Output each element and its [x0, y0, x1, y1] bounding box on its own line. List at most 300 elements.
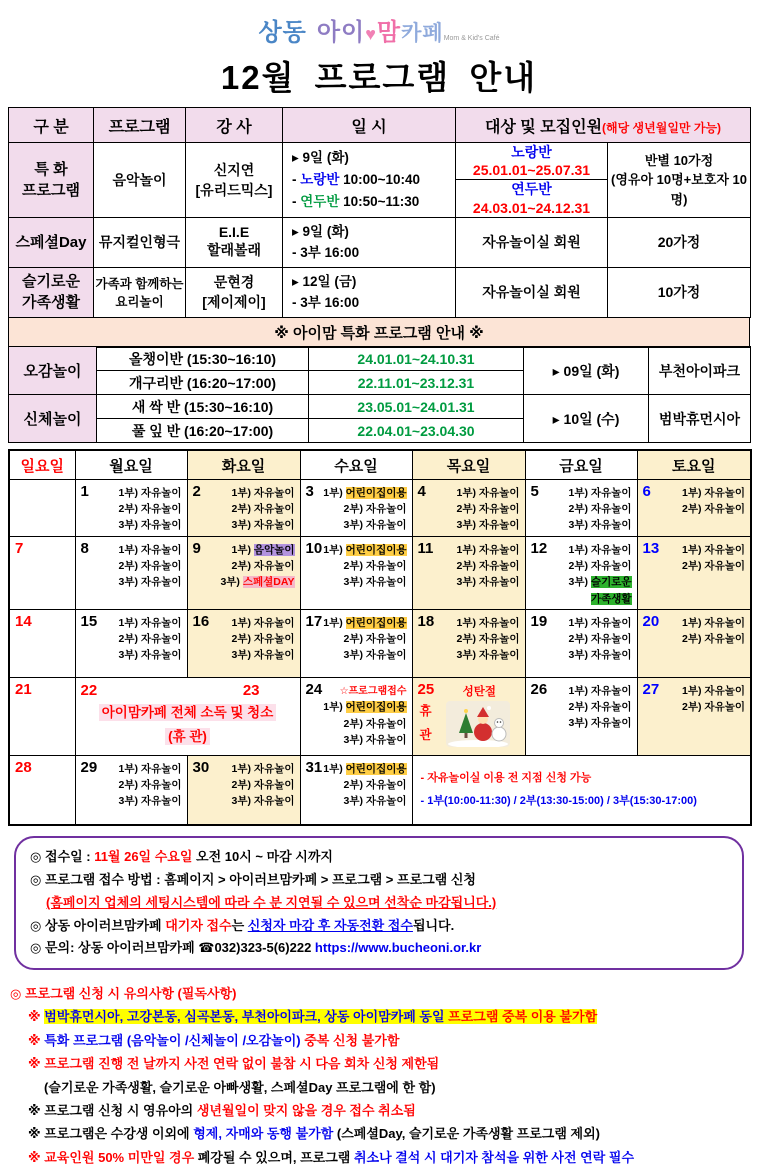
calendar-day-cell	[637, 609, 751, 677]
day-number: 3	[305, 482, 314, 500]
calendar-entry: 1부) 자유놀이	[456, 543, 520, 556]
logo-text-ai: 아이	[316, 19, 366, 46]
col-header-target	[456, 108, 751, 143]
calendar-day-cell	[9, 755, 75, 825]
calendar-entry: 3부) 자유놀이	[568, 649, 632, 662]
calendar-entry: 2부) 자유놀이	[118, 503, 182, 516]
note-line	[10, 1146, 748, 1169]
closed-label	[413, 700, 435, 748]
calendar-week-row	[9, 536, 751, 609]
text-segment: 연두반	[300, 193, 340, 209]
schedule-line: ▸ 9일 (화)	[292, 223, 349, 239]
calendar-entry: 2부) 자유놀이	[343, 633, 407, 646]
schedule-cell	[283, 143, 456, 218]
calendar-day-cell	[412, 677, 525, 755]
weekday-header: 수요일	[300, 450, 412, 479]
calendar-day-cell	[75, 536, 187, 609]
text-segment: - 자유놀이실 이용 전 지점 신청 가능	[420, 771, 592, 784]
calendar-day-cell	[300, 609, 412, 677]
calendar-day-cell	[412, 479, 525, 536]
text-segment: 생년월일이 맞지 않을 경우 접수 취소됨	[196, 1103, 416, 1119]
birthdate-range-cell: 22.04.01~23.04.30	[309, 419, 524, 443]
calendar-entry: 3부) 자유놀이	[343, 795, 407, 808]
calendar-entry: 3부) 자유놀이	[231, 795, 295, 808]
calendar-entry	[301, 699, 407, 715]
day-number: 23	[242, 681, 260, 699]
text-segment: ※	[28, 1009, 45, 1025]
text-segment: 음악놀이	[253, 543, 295, 556]
day-number: 15	[80, 612, 98, 630]
target-cell: 자유놀이실 회원	[456, 267, 608, 317]
text-segment: ※	[28, 1032, 45, 1048]
text-segment: 어린이집이용	[345, 762, 407, 775]
closure-note-line: 아이맘카페 전체 소독 및 청소	[99, 704, 277, 721]
day-number: 17	[305, 612, 323, 630]
target-cell: 자유놀이실 회원	[456, 217, 608, 267]
calendar-entry: 2부) 자유놀이	[231, 633, 295, 646]
calendar-entry	[301, 485, 407, 501]
program-line: 요리놀이	[115, 295, 164, 310]
day-number: 22	[80, 681, 98, 699]
note-line	[10, 1099, 748, 1122]
special-program-table	[8, 346, 751, 443]
calendar-entry: 1부) 자유놀이	[568, 486, 632, 499]
day-number: 14	[15, 612, 32, 630]
calendar-entry: 1부) 자유놀이	[456, 486, 520, 499]
class-name-cell: 올챙이반 (15:30~16:10)	[97, 347, 309, 371]
text-segment: 스페셜DAY	[242, 576, 295, 589]
calendar-day-cell	[525, 479, 637, 536]
calendar-day-cell	[75, 677, 300, 755]
text-segment: ☆프로그램접수	[339, 685, 407, 697]
calendar-entry	[188, 574, 295, 590]
group-name: 노랑반	[511, 144, 552, 160]
weekday-header: 월요일	[75, 450, 187, 479]
calendar-entry: 3부) 자유놀이	[343, 733, 407, 746]
calendar-entry: 1부) 자유놀이	[118, 762, 182, 775]
text-segment: ※	[28, 1149, 45, 1165]
info-line	[30, 915, 728, 938]
day-schedule	[188, 537, 300, 593]
calendar-entry: 1부) 자유놀이	[682, 684, 745, 697]
day-number: 18	[417, 612, 435, 630]
capacity-cell: 20가정	[608, 217, 751, 267]
calendar-entry: 2부) 자유놀이	[343, 717, 407, 730]
text-segment: 10:00~10:40	[339, 172, 421, 188]
closure-note	[76, 701, 300, 750]
schedule-line	[292, 147, 455, 169]
birthdate-range-cell: 24.01.01~24.10.31	[309, 347, 524, 371]
calendar-entry: 2부) 자유놀이	[568, 503, 632, 516]
category-cell: 신체놀이	[9, 395, 97, 443]
note-line	[10, 1052, 748, 1075]
calendar-day-cell	[187, 479, 300, 536]
calendar-entry: 1부) 자유놀이	[231, 762, 295, 775]
target-header-sub: (해당 생년월일만 가능)	[602, 120, 722, 135]
calendar-entry: 1부) 자유놀이	[682, 486, 745, 499]
calendar-entry	[421, 790, 747, 813]
calendar-entry: 3부) 자유놀이	[456, 519, 520, 532]
calendar-day-cell	[9, 479, 75, 536]
schedule-line	[292, 191, 455, 213]
table-row	[9, 395, 751, 419]
text-segment: ※ 프로그램 신청 시 영유아의	[28, 1103, 197, 1119]
calendar-day-cell	[9, 536, 75, 609]
day-number: 25	[417, 680, 435, 698]
text-segment: - 1부(10:00-11:30) / 2부(13:30-15:00) / 3부(15:30-17:00)	[420, 795, 697, 808]
calendar-entry: 2부) 자유놀이	[682, 560, 745, 573]
calendar-entry: 1부) 자유놀이	[682, 616, 745, 629]
instructor-name: 할래볼래	[206, 242, 262, 259]
calendar-header-row	[9, 450, 751, 479]
calendar-entry: 1부) 자유놀이	[231, 616, 295, 629]
calendar-entry: 1부) 자유놀이	[456, 616, 520, 629]
text-segment: ◎ 프로그램 신청 시 유의사항 (필독사항)	[10, 986, 237, 1002]
text-segment: 신청자 마감 후 자동전환 접수	[247, 917, 413, 933]
region-label: 상동	[258, 19, 307, 46]
text-segment: 중복 신청 불가함	[304, 1032, 400, 1048]
text-segment: 1부)	[323, 543, 346, 556]
calendar-day-cell	[300, 677, 412, 755]
day-schedule	[413, 480, 525, 536]
instructor-org: E.I.E	[218, 224, 250, 241]
capacity-cell	[608, 143, 751, 218]
table-row	[9, 267, 751, 317]
day-cell: ▸ 09일 (화)	[524, 347, 649, 395]
text-segment: 1부)	[323, 616, 346, 629]
day-number: 30	[192, 758, 210, 776]
calendar-day-cell	[187, 536, 300, 609]
day-number: 20	[642, 612, 660, 630]
calendar-entry: 2부) 자유놀이	[568, 633, 632, 646]
calendar-entry: 3부) 자유놀이	[456, 576, 520, 589]
instructor-org: [제이제이]	[202, 294, 266, 311]
day-number: 9	[192, 539, 201, 557]
calendar-day-cell	[637, 479, 751, 536]
text-segment: 가족생활	[590, 592, 632, 605]
text-segment: 슬기로운	[590, 576, 632, 589]
calendar-entry: 1부) 자유놀이	[118, 616, 182, 629]
calendar-entry: 2부) 자유놀이	[118, 560, 182, 573]
text-segment: 됩니다.	[412, 917, 455, 933]
calendar-entry: 1부) 자유놀이	[568, 684, 632, 697]
note-line	[10, 1076, 748, 1099]
calendar-entry: 2부) 자유놀이	[456, 503, 520, 516]
birthdate-range-cell: 23.05.01~24.01.31	[309, 395, 524, 419]
day-schedule	[301, 480, 412, 536]
instructor-name: 신지연	[213, 161, 255, 178]
calendar-day-cell	[75, 755, 187, 825]
program-cell	[94, 267, 186, 317]
text-segment: 어린이집이용	[345, 701, 407, 714]
calendar-day-cell	[525, 609, 637, 677]
col-header-datetime: 일 시	[283, 108, 456, 143]
day-number: 8	[80, 539, 89, 557]
group-name: 연두반	[511, 181, 552, 198]
closure-day-numbers	[76, 678, 300, 699]
day-number: 29	[80, 758, 98, 776]
text-segment: 특화 프로그램 (음악놀이 /신체놀이 /오감놀이)	[44, 1032, 301, 1048]
note-line	[10, 1122, 748, 1145]
calendar-entry: 3부) 자유놀이	[568, 519, 632, 532]
day-number: 5	[530, 482, 539, 500]
weekday-header: 금요일	[525, 450, 637, 479]
calendar-entry: 3부) 자유놀이	[343, 649, 407, 662]
col-header-instructor: 강 사	[186, 108, 283, 143]
category-cell	[9, 143, 94, 218]
text-segment: 는	[231, 917, 248, 933]
calendar-day-cell	[412, 755, 751, 825]
text-segment: ▸ 9일 (화)	[292, 150, 349, 166]
category-cell: 오감놀이	[9, 347, 97, 395]
weekday-header: 화요일	[187, 450, 300, 479]
calendar-entry: 2부) 자유놀이	[682, 633, 745, 646]
weekday-header: 토요일	[637, 450, 751, 479]
weekday-header: 일요일	[9, 450, 75, 479]
day-number: 4	[417, 482, 426, 500]
heart-icon: ♥	[365, 24, 377, 44]
group-cell	[456, 143, 608, 180]
calendar-entry	[526, 591, 632, 607]
location-cell: 범박휴먼시아	[649, 395, 751, 443]
calendar-entry: 2부) 자유놀이	[231, 560, 295, 573]
calendar-entry: 3부) 자유놀이	[118, 519, 182, 532]
text-segment: 프로그램 진행 전 날까지 사전 연락 없이 불참 시 다음 회차 신청 제한됨	[44, 1056, 440, 1072]
calendar-entry: 2부) 자유놀이	[343, 779, 407, 792]
location-cell: 부천아이파크	[649, 347, 751, 395]
calendar-entry: 1부) 자유놀이	[118, 543, 182, 556]
text-segment: ◎ 문의: 상동 아이러브맘카페 ☎032)323-5(6)222	[30, 940, 315, 956]
instructor-cell	[186, 267, 283, 317]
calendar-entry: 3부) 자유놀이	[456, 649, 520, 662]
schedule-line: - 3부 16:00	[292, 245, 360, 261]
day-schedule	[76, 537, 187, 593]
text-segment: -	[292, 193, 301, 209]
table-row	[9, 143, 751, 180]
text-segment: -	[292, 172, 301, 188]
schedule-cell	[283, 217, 456, 267]
calendar-day-cell	[187, 755, 300, 825]
closed-label-char: 휴	[419, 704, 432, 719]
day-number: 19	[530, 612, 548, 630]
group-dates: 24.03.01~24.12.31	[472, 199, 591, 216]
calendar-day-cell	[75, 609, 187, 677]
schedule-cell	[283, 267, 456, 317]
calendar-entry: 1부) 자유놀이	[682, 543, 745, 556]
class-name-cell: 풀 잎 반 (16:20~17:00)	[97, 419, 309, 443]
calendar-entry: 1부) 자유놀이	[568, 616, 632, 629]
group-cell	[456, 180, 608, 217]
calendar-entry	[526, 574, 632, 590]
calendar-day-cell	[300, 755, 412, 825]
text-segment: 취소나 결석 시 대기자 참석을 위한 사전 연락 필수	[353, 1149, 635, 1165]
calendar-day-cell	[9, 609, 75, 677]
calendar-day-cell	[525, 536, 637, 609]
day-schedule	[526, 480, 637, 536]
text-segment: ◎ 프로그램 접수 방법 : 홈페이지 > 아이러브맘카페 > 프로그램 > 프로그램 신청	[30, 872, 476, 888]
day-number: 7	[15, 539, 24, 557]
info-line	[30, 892, 728, 915]
text-segment: ◎ 접수일 :	[30, 849, 95, 865]
calendar-entry	[188, 542, 295, 558]
text-segment: 노랑반	[300, 172, 340, 188]
calendar-day-cell	[187, 609, 300, 677]
closed-label-char: 관	[419, 727, 432, 742]
text-segment: 오전 10시 ~ 마감 시까지	[192, 849, 333, 865]
calendar-entry: 1부) 자유놀이	[231, 486, 295, 499]
day-number: 28	[15, 758, 32, 776]
calendar-entry: 2부) 자유놀이	[343, 560, 407, 573]
text-segment: (스페셜Day, 슬기로운 가족생활 프로그램 제외)	[333, 1126, 600, 1142]
day-number: 10	[305, 539, 323, 557]
text-segment: 폐강될 수 있으며, 프로그램	[194, 1149, 354, 1165]
calendar-entry: 2부) 자유놀이	[231, 779, 295, 792]
calendar-entry: 2부) 자유놀이	[682, 701, 745, 714]
day-number: 11	[417, 539, 434, 557]
text-segment: 대기자 접수	[165, 917, 232, 933]
schedule-line	[292, 169, 455, 191]
day-schedule	[638, 480, 751, 520]
day-number: 2	[192, 482, 201, 500]
day-number: 16	[192, 612, 210, 630]
text-segment: 어린이집이용	[345, 616, 407, 629]
text-segment: ◎ 상동 아이러브맘카페	[30, 917, 166, 933]
text-segment: 3부)	[220, 576, 243, 589]
logo-tagline: Mom & Kid's Café	[443, 35, 500, 42]
program-cell: 뮤지컬인형극	[94, 217, 186, 267]
text-segment: ※	[28, 1056, 45, 1072]
schedule-line: - 3부 16:00	[292, 295, 360, 311]
december-calendar	[8, 449, 752, 826]
logo-text-mam: 맘	[376, 19, 402, 46]
category-cell: 스페셜Day	[9, 217, 94, 267]
calendar-entry: 2부) 자유놀이	[118, 779, 182, 792]
calendar-day-cell	[637, 536, 751, 609]
instructor-org: [유리드믹스]	[195, 181, 273, 198]
group-dates: 25.01.01~25.07.31	[472, 162, 591, 179]
day-number: 12	[530, 539, 548, 557]
category-cell	[9, 267, 94, 317]
weekday-header: 목요일	[412, 450, 525, 479]
calendar-day-cell	[300, 536, 412, 609]
logo-text-cafe: 카페	[401, 22, 444, 45]
instructor-cell	[186, 143, 283, 218]
text-segment: 형제, 자매와 동행 불가함	[193, 1126, 334, 1142]
category-line: 가족생활	[22, 294, 80, 312]
table-row	[9, 217, 751, 267]
text-segment: 어린이집이용	[345, 543, 407, 556]
text-segment: 어린이집이용	[345, 486, 407, 499]
calendar-entry: 3부) 자유놀이	[343, 576, 407, 589]
schedule-line: ▸ 12일 (금)	[292, 273, 357, 289]
calendar-entry: 2부) 자유놀이	[343, 503, 407, 516]
target-header-main: 대상 및 모집인원	[484, 118, 603, 136]
info-line-contact	[30, 937, 728, 960]
category-line: 프로그램	[22, 181, 80, 199]
category-line: 특 화	[34, 160, 68, 178]
calendar-day-cell	[9, 677, 75, 755]
page-title: 12월 프로그램 안내	[220, 59, 538, 96]
text-segment: ※ 프로그램은 수강생 이외에	[28, 1126, 194, 1142]
calendar-footnote	[413, 761, 751, 819]
calendar-entry: 1부) 자유놀이	[568, 543, 632, 556]
holiday-label: 성탄절	[462, 685, 496, 698]
info-line	[30, 846, 728, 869]
calendar-entry: 2부) 자유놀이	[456, 560, 520, 573]
calendar-week-row	[9, 479, 751, 536]
calendar-week-row	[9, 609, 751, 677]
calendar-entry: 2부) 자유놀이	[568, 560, 632, 573]
program-table	[8, 107, 751, 318]
text-segment: (슬기로운 가족생활, 슬기로운 아빠생활, 스페셜Day 프로그램에 한 함)	[44, 1079, 436, 1095]
day-number: 24	[305, 680, 323, 698]
capacity-cell: 10가정	[608, 267, 751, 317]
calendar-day-cell	[412, 609, 525, 677]
calendar-week-row	[9, 755, 751, 825]
text-segment: 10:50~11:30	[339, 193, 420, 209]
text-segment: 범박휴먼시아, 고강본동, 심곡본동, 부천아이파크, 상동 아이맘카페 동일	[44, 1009, 449, 1025]
day-schedule	[76, 480, 187, 536]
calendar-day-cell	[637, 677, 751, 755]
calendar-entry	[421, 767, 747, 790]
day-number: 6	[642, 482, 651, 500]
christmas-illustration	[446, 701, 510, 747]
calendar-week-row	[9, 677, 751, 755]
text-segment: 1부)	[323, 701, 346, 714]
calendar-entry: 1부) 자유놀이	[118, 486, 182, 499]
text-segment: 1부)	[231, 543, 254, 556]
birthdate-range-cell: 22.11.01~23.12.31	[309, 371, 524, 395]
calendar-entry: 3부) 자유놀이	[231, 649, 295, 662]
day-cell: ▸ 10일 (수)	[524, 395, 649, 443]
notes-section	[8, 976, 750, 1169]
note-line	[10, 982, 748, 1005]
day-schedule	[188, 480, 300, 536]
day-number: 26	[530, 680, 548, 698]
registration-info-box	[14, 836, 744, 970]
calendar-entry: 3부) 자유놀이	[118, 649, 182, 662]
instructor-name: 문현경	[213, 274, 255, 291]
text-segment: 교육인원 50% 미만일 경우	[44, 1149, 195, 1165]
capacity-line: 반별 10가정	[644, 152, 714, 168]
calendar-entry: 2부) 자유놀이	[231, 503, 295, 516]
website-link[interactable]: https://www.bucheoni.or.kr	[314, 940, 482, 956]
calendar-entry: 3부) 자유놀이	[118, 576, 182, 589]
calendar-entry: 2부) 자유놀이	[456, 633, 520, 646]
table-row	[9, 347, 751, 371]
calendar-entry: 2부) 자유놀이	[682, 503, 745, 516]
text-segment: 3부)	[568, 576, 591, 589]
col-header-category: 구 분	[9, 108, 94, 143]
calendar-entry: 2부) 자유놀이	[118, 633, 182, 646]
cafe-logo	[8, 4, 750, 47]
calendar-entry: 3부) 자유놀이	[568, 717, 632, 730]
text-segment: 11월 26일 수요일	[94, 849, 193, 865]
calendar-entry: 2부) 자유놀이	[568, 701, 632, 714]
text-segment: 프로그램 중복 이용 불가함	[448, 1009, 598, 1025]
calendar-day-cell	[412, 536, 525, 609]
day-number: 31	[305, 758, 323, 776]
category-line: 슬기로운	[22, 273, 80, 291]
day-number: 27	[642, 680, 660, 698]
special-program-banner: ※ 아이맘 특화 프로그램 안내 ※	[8, 318, 750, 348]
calendar-day-cell	[75, 479, 187, 536]
col-header-program: 프로그램	[94, 108, 186, 143]
day-number: 1	[80, 482, 89, 500]
day-number: 13	[642, 539, 660, 557]
capacity-line: (영유아 10명+보호자 10명)	[611, 172, 747, 207]
text-segment: 1부)	[323, 762, 346, 775]
